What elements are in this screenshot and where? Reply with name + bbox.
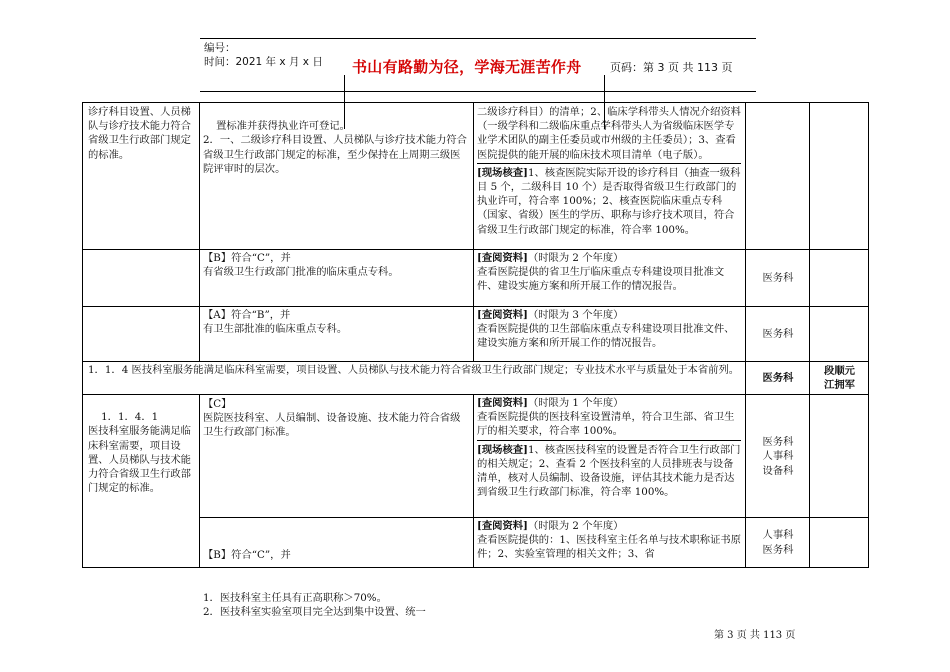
page-footer: 第 3 页 共 113 页 [714,630,796,641]
r2-method-cell [477,251,741,305]
r3-dept-cell [747,308,809,360]
docs-title: [查阅资料] [477,252,528,264]
docs-note: （时限为 2 个年度） [527,252,624,264]
col-divider [809,361,810,394]
col-divider [473,394,474,568]
row-divider [83,394,868,395]
onsite-title: [现场核查] [477,443,528,456]
r3-dept: 医务科 [762,327,794,340]
col-divider [809,394,810,568]
r1-item-cell [88,105,196,245]
docs-title: [查阅资料] [477,520,528,532]
docs-note: （时限为 3 个年度） [527,309,624,321]
r4-person: 段顺元 江拥军 [824,364,855,391]
docs-text: 查看医院提供的医技科室设置清单，符合卫生部、省卫生厅的相关要求，符合率 100%。 [477,411,735,438]
r2-standard-text: 有省级卫生行政部门批准的临床重点专科。 [203,266,399,279]
r5-item-text: 1．1．4．1 医技科室服务能满足临床科室需要，项目设置、人员梯队与技术能力符合省级卫生行政部门规定的标准。 [88,411,191,495]
r6-dept: 人事科 医务科 [762,529,794,556]
r1-method-cell [477,105,741,247]
docs-note: （时限为 1 个年度） [527,397,624,409]
r4-dept: 医务科 [762,371,794,384]
row-divider [83,249,868,250]
r6-method-cell [477,519,741,566]
col-divider [199,103,200,361]
r3-grade-head: 【A】符合“B”，并 [203,309,291,321]
r5-grade-head: 【C】 [203,398,232,410]
header-motto: 书山有路勤为径，学海无涯苦作舟 [352,58,582,76]
r3-method-text: 查看医院提供的卫生部临床重点专科建设项目批准文件、建设实施方案和所开展工作的情况报告。 [477,323,735,350]
r1-item-text: 诊疗科目设置、人员梯队与诊疗技术能力符合省级卫生行政部门规定的标准。 [88,106,191,161]
r5-standard-cell [203,397,469,515]
row-divider [83,306,868,307]
r3-standard-text: 有卫生部批准的临床重点专科。 [203,323,348,336]
r4-section-text: 1．1．4 医技科室服务能满足临床科室需要，项目设置、人员梯队与技术能力符合省级卫生行政部门规定；专业技术水平与质量处于本省前列。 [88,364,740,376]
r4-person-cell [811,362,868,394]
r2-standard-cell [203,251,469,303]
col-divider [473,103,474,361]
page-header [200,38,756,92]
r2-method-text: 查看医院提供的省卫生厅临床重点专科建设项目批准文件、建设实施方案和所开展工作的情况报告。 [477,266,725,293]
r5-standard-text: 医院医技科室、人员编制、设备设施、技术能力符合省级卫生行政部门标准。 [203,412,461,439]
r1-standard-cell [203,105,469,245]
r1-method-docs: 二级诊疗科目）的清单；2、临床学科带头人情况介绍资料（一级学科和二级临床重点学科带头人为省级临床医学专业学术团队的副主任委员或市州级的主任委员）；3、查看医院提供的能开展的临床技术项目清单（电子版）。 [477,105,741,164]
r2-grade-head: 【B】符合“C”，并 [203,252,291,264]
onsite-title: [现场核查] [477,166,528,179]
r5-method-cell [477,396,741,517]
col-divider [199,394,200,568]
r5-method-onsite [477,443,741,500]
header-meta [204,41,323,69]
r6-method-text: 查看医院提供的：1、医技科室主任名单与技术职称证书原件；2、实验室管理的相关文件；3、省 [477,534,741,561]
r6-standard-cell [203,520,469,619]
row-divider [199,517,868,518]
serial-label: 编号： [204,42,236,54]
r1-standard-text: 置标准并获得执业许可登记。 2．一、二级诊疗科目设置、人员梯队与诊疗技术能力符合省级卫生行政部门规定的标准，至少保持在上周期三级医院评审时的层次。 [203,120,467,175]
docs-title: [查阅资料] [477,397,528,409]
r5-item-cell [88,396,196,564]
r5-dept-cell [747,396,809,517]
onsite-text: 1、核查医院实际开设的诊疗科目（抽查一级科目 5 个，二级科目 10 个）是否取得省级卫生行政部门的执业许可，符合率 100%；2、核查医院临床重点专科（国家、省级）医生的学历、职称与诊疗技术项目，符合省级卫生行政部门规定的标准，符合率 100%。 [477,166,741,236]
docs-note: （时限为 2 个年度） [527,520,624,532]
r6-standard-text: 1．医技科室主任具有正高职称＞70%。 2．医技科室实验室项目完全达到集中设置、统一 [203,592,426,619]
r3-method-cell [477,308,741,360]
r6-grade-head: 【B】符合“C”，并 [203,549,291,562]
r5-dept: 医务科 人事科 设备科 [762,436,794,477]
page-number-label: 页码：第 3 页 共 113 页 [610,61,733,74]
docs-title: [查阅资料] [477,309,528,321]
time-label: 时间：2021 年 x 月 x 日 [204,56,323,68]
r4-dept-cell [747,362,809,394]
r2-dept: 医务科 [762,271,794,284]
r2-dept-cell [747,251,809,305]
r3-standard-cell [203,308,469,358]
onsite-text: 1、核查医技科室的设置是否符合卫生行政部门的相关规定；2、查看 2 个医技科室的人员排班表与设备清单，核对人员编制、设备设施，评估其技术能力是否达到省级卫生行政部门标准，符合率 100%。 [477,443,741,499]
r1-method-onsite [477,166,741,237]
col-divider [809,103,810,361]
r5-method-docs [477,396,741,441]
r4-section-cell [88,363,742,393]
col-divider [745,103,746,567]
r6-dept-cell [747,519,809,566]
standards-table [82,102,869,619]
